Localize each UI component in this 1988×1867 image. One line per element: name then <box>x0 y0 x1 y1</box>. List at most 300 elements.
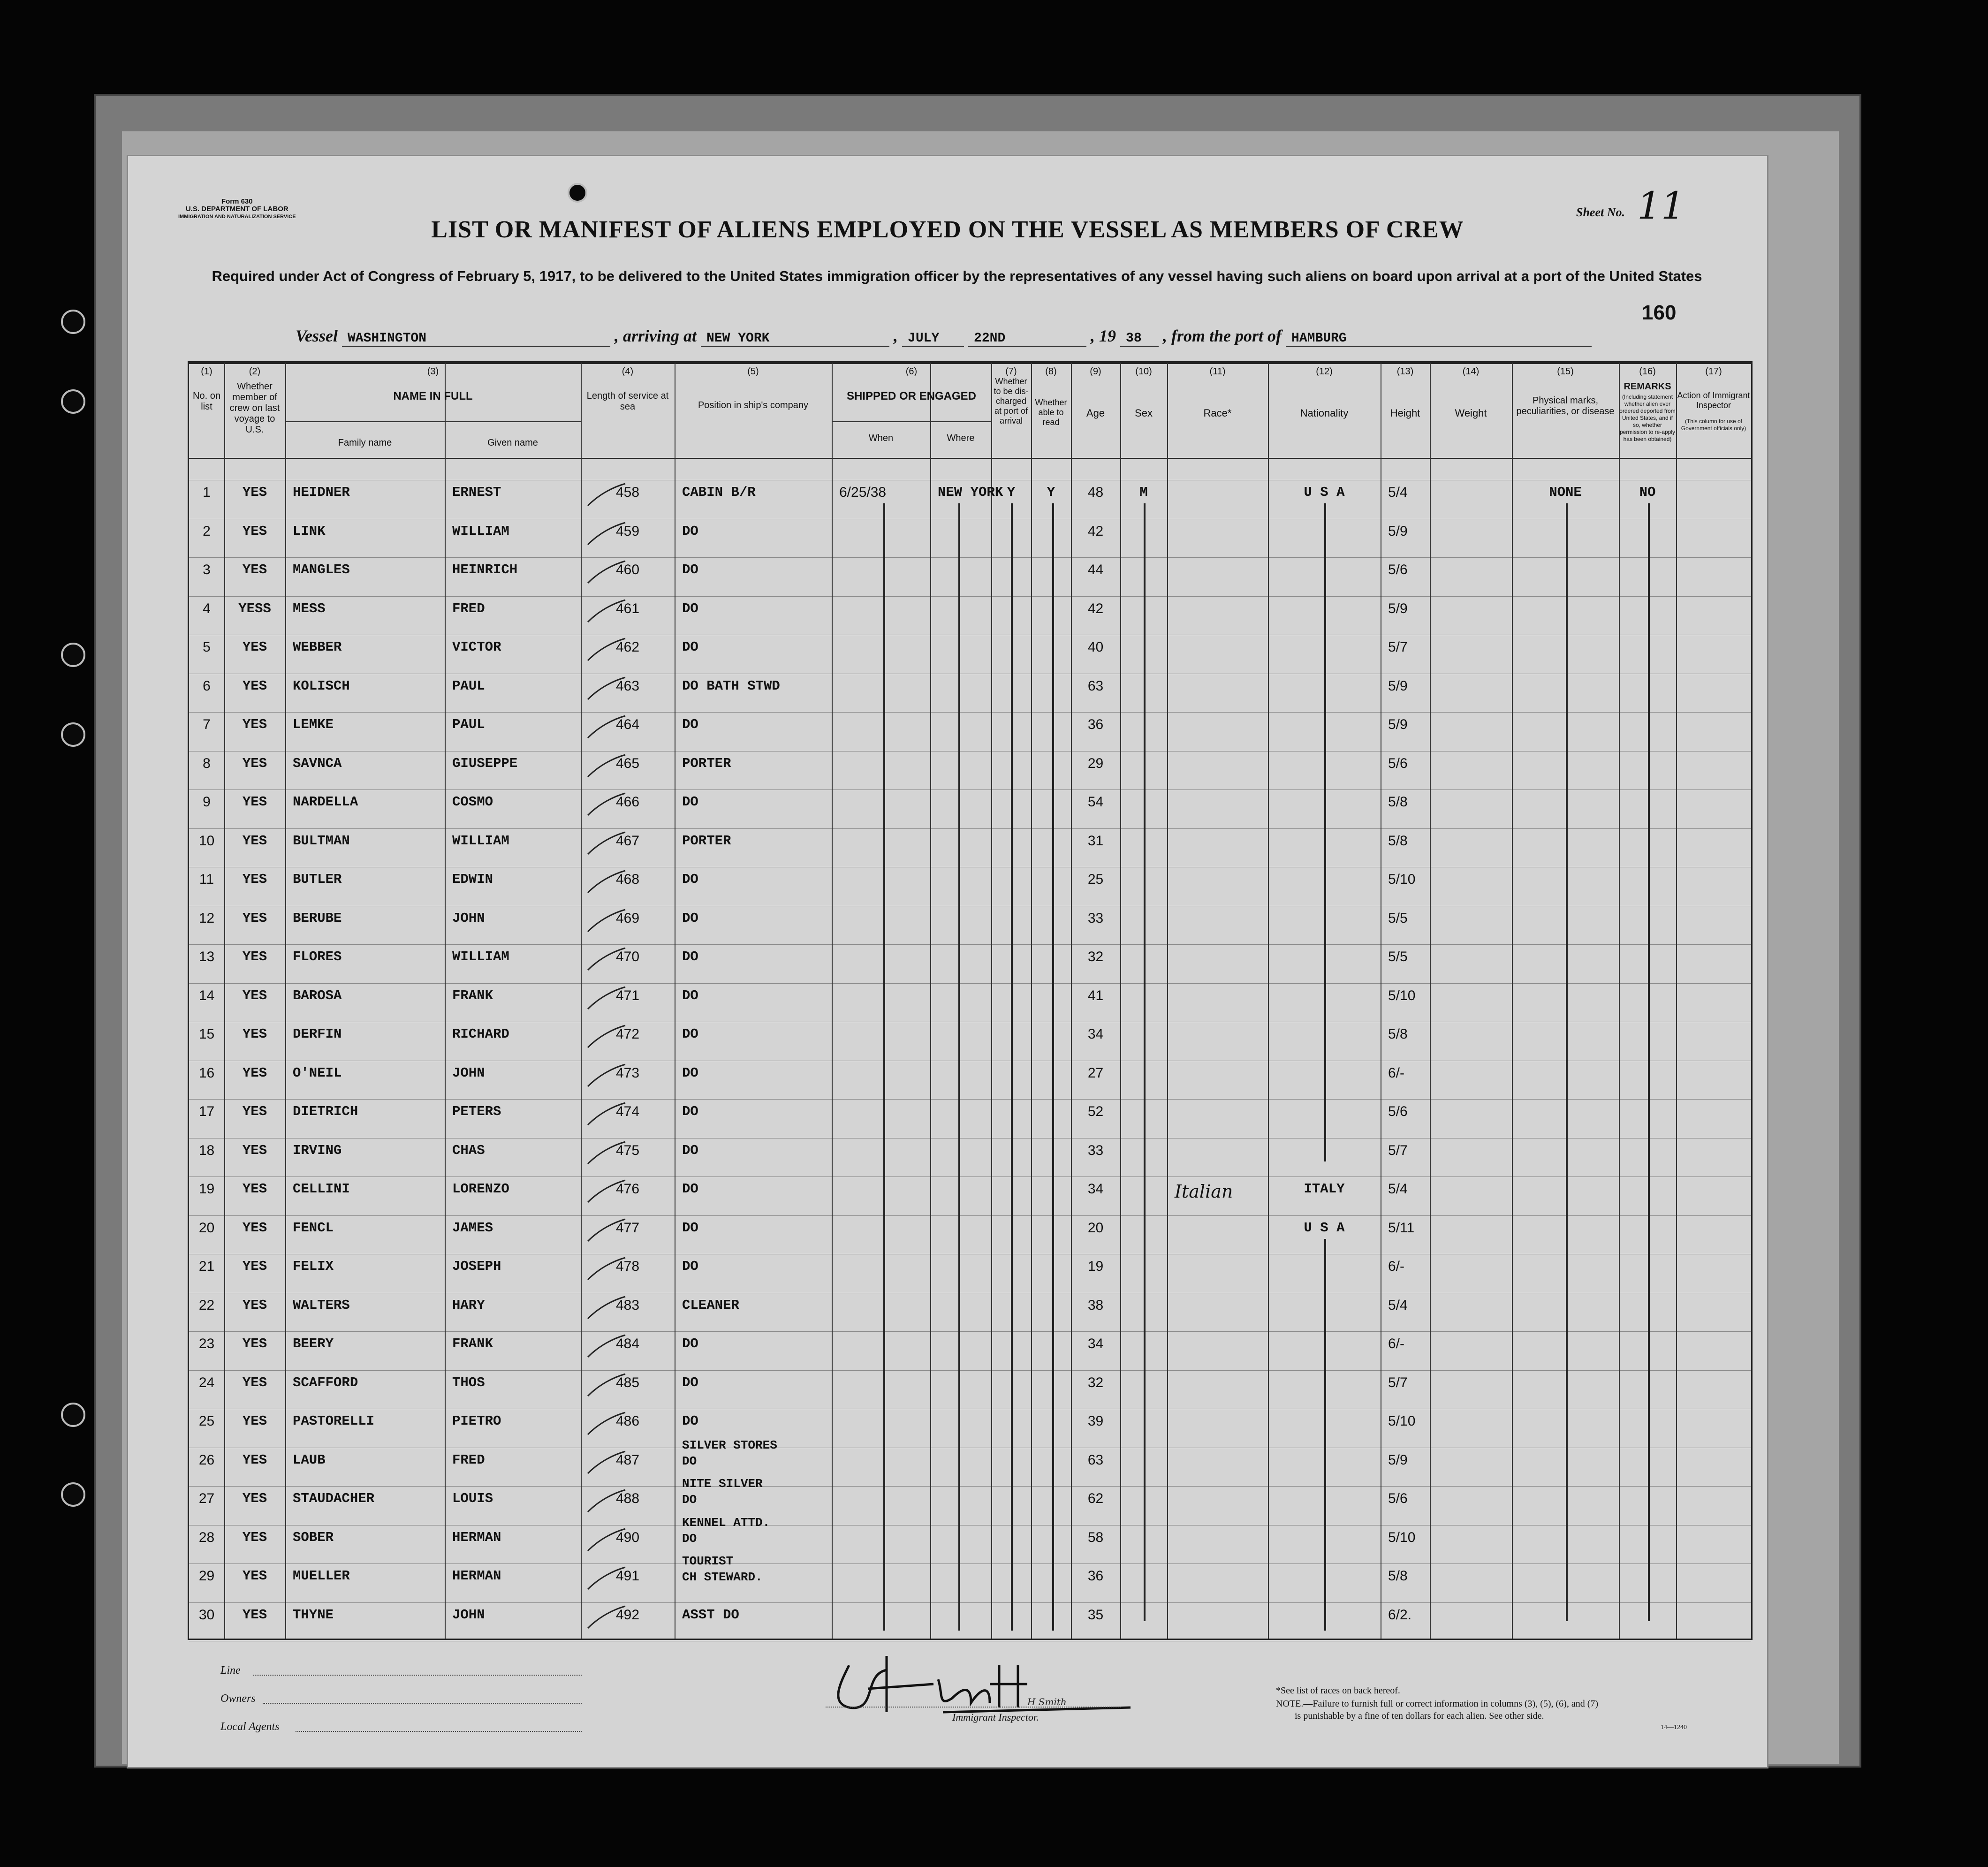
service-tick-mark <box>585 1602 628 1631</box>
cell-position: DO <box>682 717 698 732</box>
row-rule <box>189 1099 1751 1100</box>
cell-family: THYNE <box>293 1607 334 1623</box>
column-header-c12: Nationality <box>1300 407 1349 419</box>
cell-no: 1 <box>203 485 211 500</box>
cell-height: 6/2. <box>1388 1607 1412 1623</box>
cell-service: 490 <box>615 1529 640 1545</box>
ditto-mark-read <box>1052 503 1054 1631</box>
cell-given: WILLIAM <box>452 523 509 539</box>
cell-family: SCAFFORD <box>293 1374 358 1390</box>
cell-position: TOURIST <box>682 1554 734 1568</box>
cell-given: HEINRICH <box>452 562 518 577</box>
agents-label: Local Agents <box>220 1721 280 1733</box>
cell-crew: YES <box>242 639 267 655</box>
cell-given: CHAS <box>452 1142 485 1158</box>
cell-crew: YES <box>242 717 267 732</box>
service-tick-mark <box>585 1293 628 1321</box>
cell-given: WILLIAM <box>452 833 509 849</box>
row-rule <box>189 789 1751 790</box>
cell-height: 5/9 <box>1388 523 1408 539</box>
binder-hole <box>61 1403 85 1427</box>
cell-position: PORTER <box>682 755 731 771</box>
column-number: (3) <box>427 366 439 377</box>
cell-no: 6 <box>203 678 211 694</box>
cell-family: WEBBER <box>293 639 342 655</box>
row-rule <box>189 983 1751 984</box>
cell-age: 58 <box>1087 1529 1104 1545</box>
column-number: (1) <box>201 366 212 377</box>
cell-service: 467 <box>615 833 640 849</box>
cell-given: FRANK <box>452 1336 493 1351</box>
service-tick-mark <box>585 789 628 818</box>
cell-given: EDWIN <box>452 872 493 887</box>
cell-no: 4 <box>203 600 211 616</box>
cell-race: Italian <box>1175 1181 1233 1202</box>
cell-no: 13 <box>198 949 215 964</box>
sheet-label: Sheet No. <box>1576 205 1625 219</box>
cell-service: 469 <box>615 910 640 926</box>
service-tick-mark <box>585 867 628 895</box>
service-tick-mark <box>585 1448 628 1476</box>
cell-no: 16 <box>198 1065 215 1081</box>
cell-crew: YES <box>242 485 267 500</box>
cell-position: DO <box>682 562 698 577</box>
cell-family: DIETRICH <box>293 1104 358 1119</box>
column-header-c11: Race* <box>1203 407 1232 419</box>
cell-height: 5/5 <box>1388 949 1408 964</box>
column-divider <box>832 363 833 1639</box>
cell-family: BERUBE <box>293 910 342 926</box>
cell-position: DO <box>682 1220 698 1236</box>
cell-sex: M <box>1139 485 1148 500</box>
cell-service: 470 <box>615 949 640 964</box>
cell-family: SAVNCA <box>293 755 342 771</box>
cell-no: 26 <box>198 1452 215 1468</box>
row-rule <box>189 1563 1751 1564</box>
cell-crew: YES <box>242 910 267 926</box>
column-number: (5) <box>747 366 759 377</box>
service-tick-mark <box>585 674 628 702</box>
column-header-c16b: (Including statement whether alien ever ordered deported from United States, and if so, whether permission to re-apply has been obtained) <box>1619 394 1676 442</box>
cell-crew: YES <box>242 1374 267 1390</box>
cell-no: 9 <box>203 794 211 810</box>
page-subtitle: Required under Act of Congress of February 5, 1917, to be delivered to the United States immigration officer by the representatives of any vessel having such aliens on board upon arrival at a port of the United States <box>212 268 1702 284</box>
cell-height: 5/6 <box>1388 1104 1408 1119</box>
ditto-mark-discharged <box>1011 503 1013 1631</box>
crew-table <box>188 361 1753 1640</box>
cell-no: 3 <box>203 562 211 577</box>
row-rule <box>189 828 1751 829</box>
arrival-month: JULY <box>902 331 964 347</box>
cell-height: 5/8 <box>1388 1568 1408 1584</box>
column-number: (14) <box>1462 366 1480 377</box>
cell-family: NARDELLA <box>293 794 358 810</box>
owners-label: Owners <box>220 1692 256 1705</box>
cell-given: THOS <box>452 1374 485 1390</box>
name-subrule <box>285 421 581 422</box>
cell-discharged: Y <box>1007 485 1016 500</box>
cell-age: 32 <box>1087 949 1104 964</box>
cell-no: 8 <box>203 755 211 771</box>
cell-service: 492 <box>615 1607 640 1623</box>
cell-service: 473 <box>615 1065 640 1081</box>
cell-family: MUELLER <box>293 1568 350 1584</box>
row-rule <box>189 557 1751 558</box>
cell-when: 6/25/38 <box>839 485 887 500</box>
service-tick-mark <box>585 596 628 624</box>
service-tick-mark <box>585 712 628 740</box>
column-divider <box>1167 363 1168 1639</box>
service-tick-mark <box>585 480 628 508</box>
cell-service: 486 <box>615 1413 640 1429</box>
cell-height: 5/4 <box>1388 485 1408 500</box>
cell-age: 33 <box>1087 910 1104 926</box>
column-number: (4) <box>622 366 634 377</box>
cell-crew: YES <box>242 1026 267 1042</box>
row-rule <box>189 1486 1751 1487</box>
column-number: (10) <box>1135 366 1152 377</box>
service-tick-mark <box>585 1022 628 1050</box>
line-label: Line <box>220 1664 241 1677</box>
column-header-c1: No. on list <box>193 391 220 412</box>
cell-position: DO <box>682 1142 698 1158</box>
cell-position: DO <box>682 1181 698 1197</box>
print-code: 14—1240 <box>1661 1724 1687 1731</box>
cell-crew: YES <box>242 1181 267 1197</box>
cell-service: 466 <box>615 794 640 810</box>
cell-family: LINK <box>293 523 326 539</box>
penalty-note-2: is punishable by a fine of ten dollars for each alien. See other side. <box>1295 1711 1544 1721</box>
sheet-number: 11 <box>1637 184 1685 228</box>
cell-crew: YES <box>242 562 267 577</box>
ditto-mark-nationality-2 <box>1324 1239 1326 1631</box>
cell-height: 5/9 <box>1388 717 1408 732</box>
page-title: LIST OR MANIFEST OF ALIENS EMPLOYED ON THE VESSEL AS MEMBERS OF CREW <box>431 216 1464 243</box>
cell-position: DO <box>682 987 698 1003</box>
column-header-c3a: Family name <box>338 438 392 448</box>
cell-no: 2 <box>203 523 211 539</box>
cell-position: KENNEL ATTD. <box>682 1515 770 1530</box>
penalty-note: NOTE.—Failure to furnish full or correct information in columns (3), (5), (6), and (7) <box>1276 1699 1599 1709</box>
cell-position-line2: DO <box>682 1531 697 1546</box>
service-tick-mark <box>585 944 628 972</box>
owners-field <box>263 1703 582 1704</box>
cell-service: 458 <box>615 485 640 500</box>
column-number: (17) <box>1705 366 1722 377</box>
column-divider <box>991 363 992 1639</box>
cell-given: WILLIAM <box>452 949 509 964</box>
cell-given: JOHN <box>452 910 485 926</box>
cell-crew: YES <box>242 1452 267 1468</box>
cell-no: 30 <box>198 1607 215 1623</box>
cell-service: 472 <box>615 1026 640 1042</box>
cell-crew: YES <box>242 1568 267 1584</box>
cell-given: JOHN <box>452 1607 485 1623</box>
cell-family: PASTORELLI <box>293 1413 375 1429</box>
cell-age: 36 <box>1087 1568 1104 1584</box>
cell-position-line2: DO <box>682 1493 697 1507</box>
binder-hole <box>61 643 85 667</box>
cell-service: 459 <box>615 523 640 539</box>
cell-given: FRED <box>452 600 485 616</box>
service-tick-mark <box>585 983 628 1011</box>
cell-age: 35 <box>1087 1607 1104 1623</box>
cell-given: PAUL <box>452 717 485 732</box>
column-header-c8: Whether able to read <box>1035 398 1067 427</box>
cell-height: 5/9 <box>1388 1452 1408 1468</box>
column-header-c14: Weight <box>1455 407 1487 419</box>
cell-no: 29 <box>198 1568 215 1584</box>
cell-service: 461 <box>615 600 640 616</box>
binder-hole <box>61 1482 85 1507</box>
cell-age: 62 <box>1087 1491 1104 1506</box>
column-header-c13: Height <box>1390 407 1420 419</box>
cell-position: DO <box>682 1065 698 1081</box>
row-rule <box>189 712 1751 713</box>
cell-remarks: NO <box>1639 485 1656 500</box>
cell-family: SOBER <box>293 1529 334 1545</box>
cell-family: O'NEIL <box>293 1065 342 1081</box>
cell-age: 33 <box>1087 1142 1104 1158</box>
cell-family: FELIX <box>293 1259 334 1274</box>
row-rule <box>189 596 1751 597</box>
cell-family: LAUB <box>293 1452 326 1468</box>
row-rule <box>189 944 1751 945</box>
cell-service: 465 <box>615 755 640 771</box>
cell-read: Y <box>1047 485 1055 500</box>
cell-no: 22 <box>198 1297 215 1313</box>
cell-position: DO <box>682 794 698 810</box>
cell-service: 483 <box>615 1297 640 1313</box>
column-number: (8) <box>1045 366 1057 377</box>
row-rule <box>189 1370 1751 1371</box>
service-tick-mark <box>585 751 628 779</box>
cell-crew: YES <box>242 1104 267 1119</box>
cell-family: BULTMAN <box>293 833 350 849</box>
service-tick-mark <box>585 1409 628 1437</box>
column-header-c3b: Given name <box>487 438 538 448</box>
cell-given: FRED <box>452 1452 485 1468</box>
column-header-c4: Length of service at sea <box>586 391 669 412</box>
cell-position: DO <box>682 639 698 655</box>
row-rule <box>189 1176 1751 1177</box>
cell-service: 491 <box>615 1568 640 1584</box>
cell-crew: YES <box>242 1259 267 1274</box>
cell-height: 5/6 <box>1388 562 1408 577</box>
cell-height: 5/5 <box>1388 910 1408 926</box>
cell-age: 52 <box>1087 1104 1104 1119</box>
cell-family: BAROSA <box>293 987 342 1003</box>
cell-given: PIETRO <box>452 1413 501 1429</box>
cell-height: 5/7 <box>1388 1374 1408 1390</box>
shipped-subrule <box>832 421 991 422</box>
service-tick-mark <box>585 1486 628 1514</box>
cell-family: IRVING <box>293 1142 342 1158</box>
column-divider <box>930 363 931 1639</box>
cell-crew: YES <box>242 1413 267 1429</box>
cell-age: 34 <box>1087 1336 1104 1351</box>
cell-position: DO <box>682 1104 698 1119</box>
cell-family: KOLISCH <box>293 678 350 694</box>
service-tick-mark <box>585 1331 628 1359</box>
cell-family: WALTERS <box>293 1297 350 1313</box>
form-number: Form 630 U.S. DEPARTMENT OF LABOR IMMIGRATION AND NATURALIZATION SERVICE <box>178 197 296 220</box>
cell-height: 5/10 <box>1388 1529 1416 1545</box>
cell-height: 5/10 <box>1388 987 1416 1003</box>
ditto-mark-when <box>883 503 885 1631</box>
service-tick-mark <box>585 1370 628 1398</box>
punch-hole <box>568 183 587 203</box>
manifest-form <box>127 155 1768 1768</box>
service-tick-mark <box>585 557 628 585</box>
column-number: (2) <box>249 366 261 377</box>
column-divider <box>1676 363 1677 1639</box>
column-header-c15: Physical marks, peculiarities, or disease <box>1516 395 1615 417</box>
service-tick-mark <box>585 1099 628 1127</box>
cell-position: DO <box>682 872 698 887</box>
cell-position: ASST DO <box>682 1607 739 1623</box>
cell-no: 25 <box>198 1413 215 1429</box>
cell-position: DO <box>682 523 698 539</box>
cell-given: ERNEST <box>452 485 501 500</box>
cell-no: 20 <box>198 1220 215 1236</box>
column-header-c16: REMARKS <box>1624 381 1671 392</box>
cell-position-line2: CH STEWARD. <box>682 1570 763 1584</box>
header-bottom-rule <box>189 458 1751 459</box>
cell-age: 42 <box>1087 600 1104 616</box>
service-tick-mark <box>585 1176 628 1205</box>
cell-height: 5/7 <box>1388 1142 1408 1158</box>
cell-no: 14 <box>198 987 215 1003</box>
column-divider <box>1268 363 1269 1639</box>
cell-no: 12 <box>198 910 215 926</box>
cell-height: 5/4 <box>1388 1181 1408 1197</box>
cell-crew: YES <box>242 1336 267 1351</box>
cell-age: 39 <box>1087 1413 1104 1429</box>
cell-height: 5/8 <box>1388 794 1408 810</box>
cell-age: 29 <box>1087 755 1104 771</box>
service-tick-mark <box>585 1525 628 1553</box>
cell-given: JOHN <box>452 1065 485 1081</box>
ditto-mark-marks <box>1566 503 1568 1621</box>
cell-age: 34 <box>1087 1026 1104 1042</box>
column-divider <box>1619 363 1620 1639</box>
voyage-line: Vessel WASHINGTON , arriving at NEW YORK , JULY 22ND , 19 38 , from the port of HAMBURG <box>296 326 1592 347</box>
cell-position: PORTER <box>682 833 731 849</box>
cell-where: NEW YORK <box>938 485 1003 500</box>
cell-position: DO <box>682 600 698 616</box>
cell-crew: YES <box>242 1297 267 1313</box>
cell-service: 471 <box>615 987 640 1003</box>
cell-nationality: U S A <box>1304 1220 1345 1236</box>
cell-service: 468 <box>615 872 640 887</box>
cell-family: FLORES <box>293 949 342 964</box>
cell-position: DO <box>682 1374 698 1390</box>
cell-crew: YES <box>242 1220 267 1236</box>
inspector-signature <box>821 1647 1149 1722</box>
cell-position: CLEANER <box>682 1297 739 1313</box>
cell-no: 18 <box>198 1142 215 1158</box>
row-rule <box>189 1331 1751 1332</box>
cell-crew: YES <box>242 987 267 1003</box>
column-divider <box>1031 363 1032 1639</box>
cell-position-line2: DO <box>682 1454 697 1468</box>
cell-service: 484 <box>615 1336 640 1351</box>
cell-position: DO <box>682 1413 698 1429</box>
cell-age: 34 <box>1087 1181 1104 1197</box>
cell-nationality: ITALY <box>1304 1181 1345 1197</box>
cell-age: 48 <box>1087 485 1104 500</box>
cell-no: 5 <box>203 639 211 655</box>
cell-no: 15 <box>198 1026 215 1042</box>
cell-age: 54 <box>1087 794 1104 810</box>
cell-given: HERMAN <box>452 1568 501 1584</box>
cell-family: BUTLER <box>293 872 342 887</box>
cell-nationality: U S A <box>1304 485 1345 500</box>
cell-age: 40 <box>1087 639 1104 655</box>
departure-port: HAMBURG <box>1286 331 1592 347</box>
cell-service: 462 <box>615 639 640 655</box>
column-number: (7) <box>1005 366 1017 377</box>
cell-position: SILVER STORES <box>682 1438 777 1452</box>
cell-given: COSMO <box>452 794 493 810</box>
cell-service: 485 <box>615 1374 640 1390</box>
cell-height: 5/10 <box>1388 1413 1416 1429</box>
cell-no: 24 <box>198 1374 215 1390</box>
ditto-mark-remarks <box>1648 503 1650 1621</box>
column-number: (13) <box>1396 366 1414 377</box>
cell-family: FENCL <box>293 1220 334 1236</box>
ditto-mark-nationality <box>1324 503 1326 1161</box>
line-field <box>253 1675 582 1676</box>
cell-service: 478 <box>615 1259 640 1274</box>
binder-hole <box>61 722 85 747</box>
service-tick-mark <box>585 1061 628 1089</box>
cell-age: 32 <box>1087 1374 1104 1390</box>
cell-no: 21 <box>198 1259 215 1274</box>
inspector-field <box>826 1707 1121 1708</box>
cell-family: BEERY <box>293 1336 334 1351</box>
column-header-c10: Sex <box>1135 407 1153 419</box>
cell-crew: YES <box>242 794 267 810</box>
cell-given: LORENZO <box>452 1181 509 1197</box>
column-number: (15) <box>1557 366 1574 377</box>
cell-crew: YESS <box>238 600 271 616</box>
cell-crew: YES <box>242 1142 267 1158</box>
cell-no: 7 <box>203 717 211 732</box>
arrival-port: NEW YORK <box>701 331 889 347</box>
cell-height: 5/11 <box>1388 1220 1415 1236</box>
cell-height: 5/10 <box>1388 872 1416 887</box>
cell-crew: YES <box>242 1065 267 1081</box>
cell-service: 463 <box>615 678 640 694</box>
cell-family: LEMKE <box>293 717 334 732</box>
cell-position: CABIN B/R <box>682 485 756 500</box>
cell-given: HERMAN <box>452 1529 501 1545</box>
cell-age: 41 <box>1087 987 1104 1003</box>
cell-crew: YES <box>242 678 267 694</box>
cell-age: 63 <box>1087 1452 1104 1468</box>
cell-no: 17 <box>198 1104 215 1119</box>
cell-family: DERFIN <box>293 1026 342 1042</box>
cell-age: 44 <box>1087 562 1104 577</box>
agents-field <box>296 1731 582 1732</box>
cell-crew: YES <box>242 833 267 849</box>
column-header-c6b: Where <box>947 433 975 443</box>
service-tick-mark <box>585 1215 628 1244</box>
cell-no: 23 <box>198 1336 215 1351</box>
cell-given: JOSEPH <box>452 1259 501 1274</box>
